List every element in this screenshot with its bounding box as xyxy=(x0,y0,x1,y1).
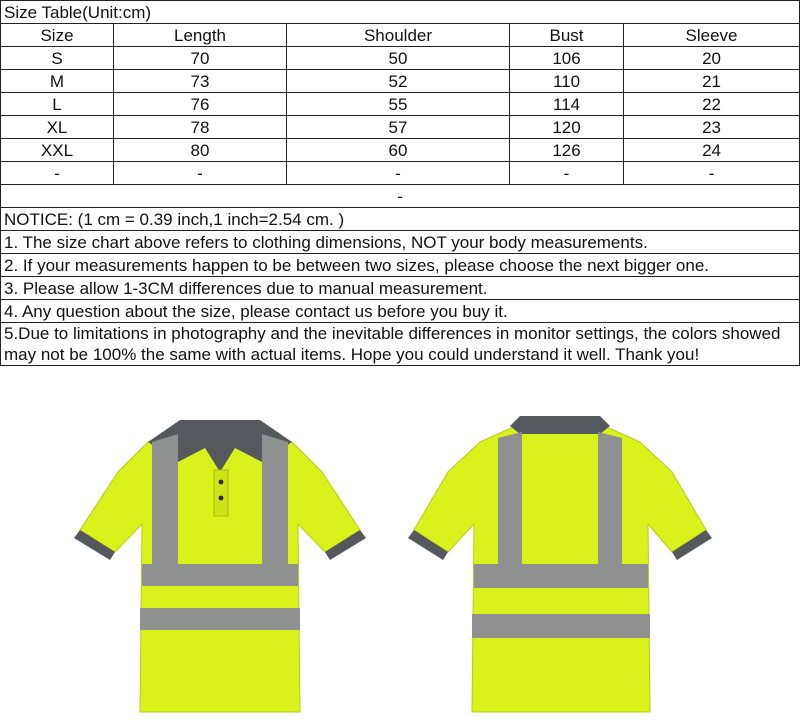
reflective-strap-right xyxy=(262,434,288,582)
table-cell: - xyxy=(510,162,624,185)
table-header-row xyxy=(1,24,800,47)
notice-row xyxy=(1,300,800,323)
table-row xyxy=(1,47,800,70)
notice-item: 2. If your measurements happen to be between two sizes, please choose the next bigger one. xyxy=(1,254,800,277)
table-cell: - xyxy=(624,162,800,185)
table-cell: - xyxy=(287,162,510,185)
table-title: Size Table(Unit:cm) xyxy=(1,1,800,24)
button xyxy=(219,496,224,501)
table-cell: 106 xyxy=(510,47,624,70)
reflective-strap-left xyxy=(498,432,522,582)
reflective-strap-left xyxy=(152,434,178,582)
notice-item: 4. Any question about the size, please contact us before you buy it. xyxy=(1,300,800,323)
column-header: Sleeve xyxy=(624,24,800,47)
table-cell: 20 xyxy=(624,47,800,70)
table-cell: 120 xyxy=(510,116,624,139)
table-cell: XXL xyxy=(1,139,114,162)
table-cell: XL xyxy=(1,116,114,139)
table-cell: 114 xyxy=(510,93,624,116)
table-cell: 76 xyxy=(114,93,287,116)
table-cell: 21 xyxy=(624,70,800,93)
reflective-band-lower xyxy=(140,608,300,630)
table-row xyxy=(1,139,800,162)
table-cell: 126 xyxy=(510,139,624,162)
notice-item: 5.Due to limitations in photography and the inevitable differences in monitor settings, the colors showed may not be 100% the same with actual items. Hope you could understand it well. Thank you! xyxy=(1,323,800,366)
notice-row xyxy=(1,208,800,231)
reflective-strap-right xyxy=(598,432,622,582)
column-header: Shoulder xyxy=(287,24,510,47)
column-header: Bust xyxy=(510,24,624,47)
notice-row xyxy=(1,231,800,254)
table-cell: 73 xyxy=(114,70,287,93)
table-cell: 57 xyxy=(287,116,510,139)
product-photos xyxy=(0,412,800,724)
reflective-band-upper xyxy=(142,564,298,586)
table-cell: 24 xyxy=(624,139,800,162)
reflective-band-lower xyxy=(472,614,650,638)
polo-shirt-front-icon xyxy=(30,412,380,724)
table-cell: 78 xyxy=(114,116,287,139)
notice-heading: NOTICE: (1 cm = 0.39 inch,1 inch=2.54 cm. ) xyxy=(1,208,800,231)
table-cell: 60 xyxy=(287,139,510,162)
table-row xyxy=(1,162,800,185)
table-row xyxy=(1,93,800,116)
table-cell: 52 xyxy=(287,70,510,93)
table-cell: - xyxy=(1,162,114,185)
table-row xyxy=(1,70,800,93)
table-cell: - xyxy=(114,162,287,185)
notice-row xyxy=(1,254,800,277)
table-cell: S xyxy=(1,47,114,70)
table-row xyxy=(1,116,800,139)
table-cell: 23 xyxy=(624,116,800,139)
button xyxy=(219,480,224,485)
notice-row xyxy=(1,277,800,300)
table-merged-cell: - xyxy=(1,185,800,208)
notice-item: 1. The size chart above refers to clothing dimensions, NOT your body measurements. xyxy=(1,231,800,254)
notice-item: 3. Please allow 1-3CM differences due to manual measurement. xyxy=(1,277,800,300)
column-header: Size xyxy=(1,24,114,47)
column-header: Length xyxy=(114,24,287,47)
table-cell: 70 xyxy=(114,47,287,70)
table-cell: 50 xyxy=(287,47,510,70)
collar xyxy=(510,416,610,434)
table-cell: M xyxy=(1,70,114,93)
table-cell: 80 xyxy=(114,139,287,162)
table-cell: L xyxy=(1,93,114,116)
placket xyxy=(214,470,228,516)
reflective-band-upper xyxy=(474,564,648,588)
table-merged-row xyxy=(1,185,800,208)
table-title-row xyxy=(1,1,800,24)
table-cell: 110 xyxy=(510,70,624,93)
polo-shirt-back-icon xyxy=(400,412,750,724)
table-cell: 22 xyxy=(624,93,800,116)
notice-row xyxy=(1,323,800,366)
table-cell: 55 xyxy=(287,93,510,116)
